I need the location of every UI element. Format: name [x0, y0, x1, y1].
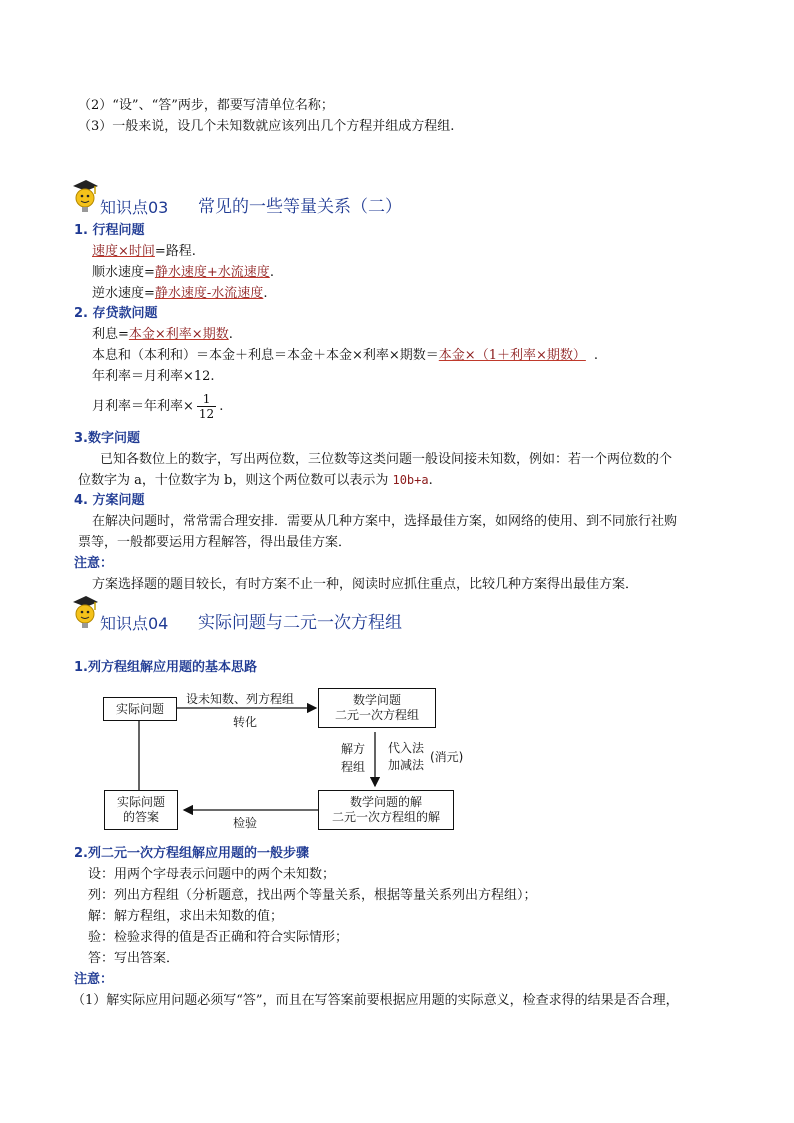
step-item: 解：解方程组，求出未知数的值； [88, 909, 284, 924]
text-line: 在解决问题时，常常需合理安排．需要从几种方案中，选择最佳方案，如网络的使用、到不同旅行社购 [92, 514, 678, 529]
note-title: 注意： [74, 972, 114, 987]
mascot-icon [70, 594, 100, 636]
flow-label: (消元) [430, 750, 464, 764]
flow-label: 转化 [233, 715, 258, 729]
section-title: 实际问题与二元一次方程组 [198, 613, 402, 633]
subsection-title: 4. 方案问题 [74, 493, 145, 508]
step-item: 列：列出方程组（分析题意，找出两个等量关系，根据等量关系列出方程组）； [88, 888, 537, 903]
fraction: $\frac{1}{12}$ [198, 392, 215, 421]
text-line: （3）一般来说，设几个未知数就应该列出几个方程并组成方程组. [78, 119, 455, 134]
flow-box-real-problem: 实际问题 [103, 697, 177, 721]
mascot-icon [70, 178, 100, 220]
text-line: 月利率＝年利率× $\frac{1}{12}$ . [92, 392, 224, 421]
text-line: 已知各数位上的数字，写出两位数，三位数等这类问题一般设间接未知数，例如：若一个两位数的个 [100, 452, 673, 467]
text-line: 速度×时间=路程. [92, 244, 196, 259]
step-item: 设：用两个字母表示问题中的两个未知数； [88, 867, 336, 882]
subsection-title: 3.数字问题 [74, 431, 140, 446]
flow-label: 代入法 加减法 [388, 741, 425, 772]
text-line: 票等，一般都要运用方程解答，得出最佳方案． [78, 535, 352, 550]
text-line: 逆水速度=静水速度-水流速度. [92, 286, 268, 301]
section-title: 常见的一些等量关系（二） [198, 197, 402, 217]
section-label: 知识点04 [100, 614, 169, 633]
text-line: （2）“设”、“答”两步，都要写清单位名称； [78, 98, 334, 113]
flow-label: 检验 [233, 816, 258, 830]
flow-label: 解方 程组 [341, 742, 366, 774]
flow-box-real-answer: 实际问题 的答案 [104, 790, 178, 830]
section-label: 知识点03 [100, 198, 169, 217]
text-line: 方案选择题的题目较长，有时方案不止一种，阅读时应抓住重点，比较几种方案得出最佳方案． [92, 577, 639, 592]
subsection-title: 1. 行程问题 [74, 223, 145, 238]
text-line: （1）解实际应用问题必须写“答”，而且在写答案前要根据应用题的实际意义，检查求得的结果是否合理， [72, 993, 679, 1008]
subsection-title: 2. 存贷款问题 [74, 306, 158, 321]
text-line: 顺水速度=静水速度+水流速度. [92, 265, 274, 280]
subsection-title: 1.列方程组解应用题的基本思路 [74, 660, 257, 675]
text-line: 本息和（本利和）＝本金＋利息＝本金＋本金×利率×期数＝本金×（1＋利率×期数） . [92, 348, 598, 363]
flow-box-math-solution: 数学问题的解 二元一次方程组的解 [318, 790, 454, 830]
step-item: 验：检验求得的值是否正确和符合实际情形； [88, 930, 349, 945]
text-line: 位数字为 a，十位数字为 b，则这个两位数可以表示为 10b+a. [78, 473, 433, 488]
step-item: 答：写出答案． [88, 951, 180, 966]
note-title: 注意： [74, 556, 114, 571]
flow-label: 设未知数、列方程组 [186, 692, 295, 706]
subsection-title: 2.列二元一次方程组解应用题的一般步骤 [74, 846, 309, 861]
flow-box-math-problem: 数学问题 二元一次方程组 [318, 688, 436, 728]
text-line: 年利率＝月利率×12. [92, 369, 215, 384]
text-line: 利息=本金×利率×期数. [92, 327, 233, 342]
